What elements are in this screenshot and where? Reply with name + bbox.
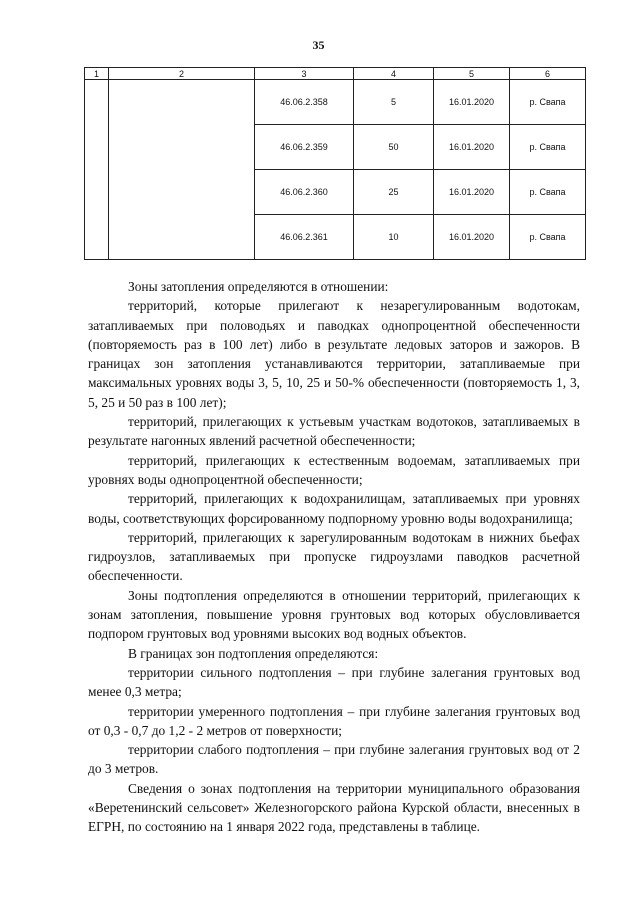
table-cell-registry-number: 46.06.2.359: [255, 125, 354, 170]
table-cell-river: р. Свапа: [510, 170, 586, 215]
zones-table: [84, 67, 586, 260]
table-header-cell: 5: [434, 68, 510, 80]
table-cell-empty: [85, 80, 109, 260]
paragraph: Зоны подтопления определяются в отношении территорий, прилегающих к зонам затопления, повышение уровня грунтовых вод которых обусловливается подпором грунтовых вод уровнями высоких вод водных объектов.: [88, 587, 580, 642]
paragraph: территории сильного подтопления – при глубине залегания грунтовых вод менее 0,3 метра;: [88, 664, 580, 700]
table-header-cell: 3: [255, 68, 354, 80]
table-cell-date: 16.01.2020: [434, 125, 510, 170]
table-cell-empty: [109, 80, 255, 260]
table-cell-value: 25: [354, 170, 434, 215]
table-cell-registry-number: 46.06.2.360: [255, 170, 354, 215]
document-body: [88, 277, 580, 837]
table-cell-value: 50: [354, 125, 434, 170]
paragraph: Сведения о зонах подтопления на территории муниципального образования «Веретенинский сельсовет» Железногорского района Курской области, внесенных в ЕГРН, по состоянию на 1 января 2022 года, представлены в таблице.: [88, 780, 580, 835]
paragraph: В границах зон подтопления определяются:: [128, 645, 379, 661]
table-cell-river: р. Свапа: [510, 80, 586, 125]
paragraph: территорий, прилегающих к зарегулированным водотокам в нижних бьефах гидроузлов, затапливаемых при пропуске гидроузлами паводков расчетной обеспеченности.: [88, 529, 580, 584]
paragraph: территорий, прилегающих к водохранилищам, затапливаемых при уровнях воды, соответствующих форсированному подпорному уровню воды водохранилища;: [88, 491, 580, 526]
table-header-cell: 2: [109, 68, 255, 80]
paragraph: территорий, которые прилегают к незарегулированным водотокам, затапливаемых при половодьях и паводках однопроцентной обеспеченности (повторяемость раз в 100 лет) либо в результате ледовых заторов и зажоров. В границах зон затопления устанавливаются территории, затапливаемые при максимальных уровнях воды 3, 5, 10, 25 и 50-% обеспеченности (повторяемость 1, 3, 5, 25 и 50 раз в 100 лет);: [88, 298, 580, 410]
page-number: 35: [312, 38, 325, 52]
paragraph: территории слабого подтопления – при глубине залегания грунтовых вод от 2 до 3 метров.: [88, 742, 580, 777]
table-header-cell: 1: [85, 68, 109, 80]
table-header-cell: 6: [510, 68, 586, 80]
table-cell-date: 16.01.2020: [434, 215, 510, 260]
table-header-cell: 4: [354, 68, 434, 80]
table-row: [85, 80, 586, 125]
paragraph: территорий, прилегающих к устьевым участкам водотоков, затапливаемых в результате нагонных явлений расчетной обеспеченности;: [88, 414, 580, 449]
table-cell-value: 10: [354, 215, 434, 260]
paragraph: территории умеренного подтопления – при глубине залегания грунтовых вод от 0,3 - 0,7 до 1,2 - 2 метров от поверхности;: [88, 703, 580, 738]
table-cell-date: 16.01.2020: [434, 170, 510, 215]
table-header-row: [85, 68, 586, 80]
table-cell-river: р. Свапа: [510, 125, 586, 170]
paragraph: Зоны затопления определяются в отношении:: [128, 279, 389, 294]
table-cell-date: 16.01.2020: [434, 80, 510, 125]
table-cell-registry-number: 46.06.2.358: [255, 80, 354, 125]
table-cell-value: 5: [354, 80, 434, 125]
table-cell-registry-number: 46.06.2.361: [255, 215, 354, 260]
paragraph: территорий, прилегающих к естественным водоемам, затапливаемых при уровнях воды однопроцентной обеспеченности;: [88, 452, 580, 487]
table-cell-river: р. Свапа: [510, 215, 586, 260]
